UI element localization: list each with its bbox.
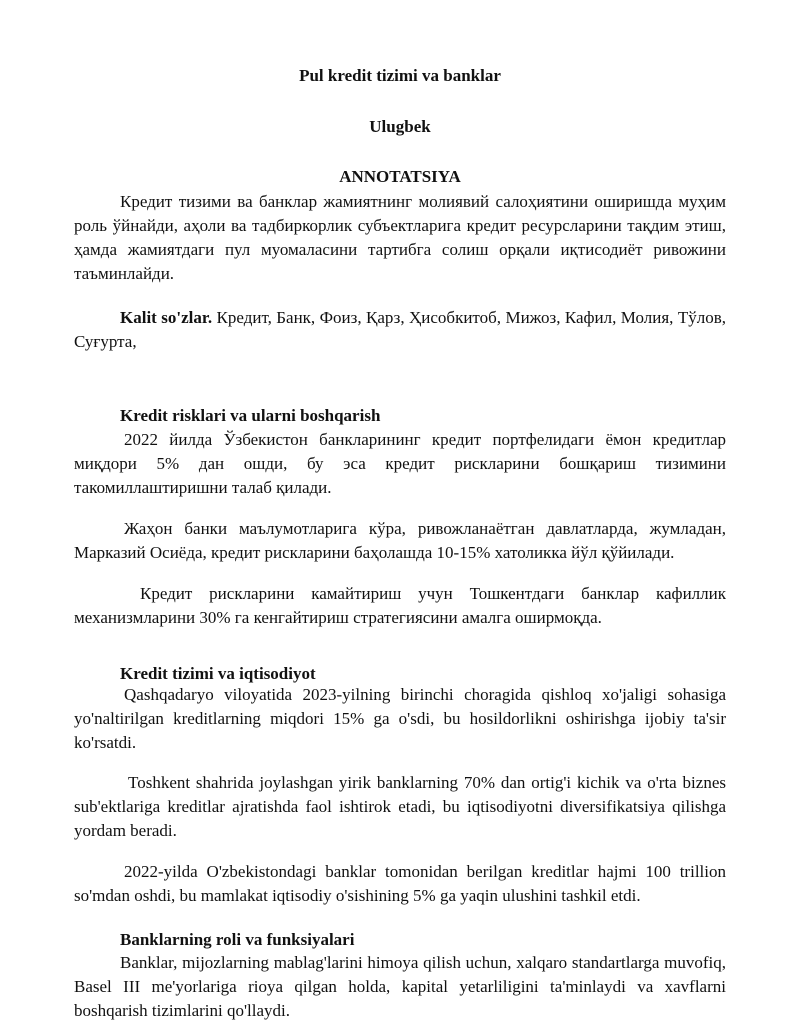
section-paragraph: Qashqadaryo viloyatida 2023-yilning birinchi choragida qishloq xo'jaligi sohasiga yo'naltirilgan kreditlarning miqdori 15% ga o'sdi, bu hosildorlikni oshirishga ijobiy ta'sir ko'rsatdi. — [74, 685, 726, 752]
section-paragraph: 2022-yilda O'zbekistondagi banklar tomonidan berilgan kreditlar hajmi 100 trillion so'mdan oshdi, bu mamlakat iqtisodiy o'sishining 5% ga yaqin ulushini tashkil etdi. — [74, 862, 726, 905]
keywords-label: Kalit so'zlar. — [120, 308, 213, 327]
section-heading: Kredit tizimi va iqtisodiyot — [120, 664, 316, 683]
section-paragraph: 2022 йилда Ўзбекистон банкларининг кредит портфелидаги ёмон кредитлар миқдори 5% дан ошди, бу эса кредит рискларини бошқариш тизимини такомиллаштиришни талаб қилади. — [74, 430, 726, 497]
section-paragraph: Кредит рискларини камайтириш учун Тошкентдаги банклар кафиллик механизмларини 30% га кенгайтириш стратегиясини амалга оширмоқда. — [74, 584, 726, 627]
keywords-paragraph — [74, 306, 726, 354]
section-paragraph: Banklar, mijozlarning mablag'larini himoya qilish uchun, xalqaro standartlarga muvofiq, Basel III me'yorlariga rioya qilgan holda, kapital yetarliligini ta'minlaydi va xavflarni boshqarish tizimlarini qo'llaydi. — [74, 953, 726, 1020]
document-title: Pul kredit tizimi va banklar — [299, 66, 501, 85]
keywords-text: Кредит, Банк, Фоиз, Қарз, Ҳисобкитоб, Мижоз, Кафил, Молия, Тўлов, Суғурта, — [74, 308, 726, 351]
section-heading: Kredit risklari va ularni boshqarish — [120, 406, 381, 425]
section-heading: Banklarning roli va funksiyalari — [120, 930, 355, 949]
annotation-heading: ANNOTATSIYA — [339, 167, 461, 186]
annotation-paragraph: Кредит тизими ва банклар жамиятнинг молиявий салоҳиятини оширишда муҳим роль ўйнайди, аҳоли ва тадбиркорлик субъектларига кредит ресурсларини тақдим этиш, ҳамда жамиятдаги пул муомаласини тартибга солиш орқали иқтисодиёт ривожини таъминлайди. — [74, 192, 726, 283]
section-paragraph: Жаҳон банки маълумотларига кўра, ривожланаётган давлатларда, жумладан, Марказий Осиёда, кредит рискларини баҳолашда 10-15% хатоликка йўл қўйилади. — [74, 519, 726, 562]
author-name: Ulugbek — [369, 117, 431, 136]
section-paragraph: Toshkent shahrida joylashgan yirik banklarning 70% dan ortig'i kichik va o'rta biznes sub'ektlariga kreditlar ajratishda faol ishtirok etadi, bu iqtisodiyotni diversifikatsiya qilishga yordam beradi. — [74, 773, 726, 840]
